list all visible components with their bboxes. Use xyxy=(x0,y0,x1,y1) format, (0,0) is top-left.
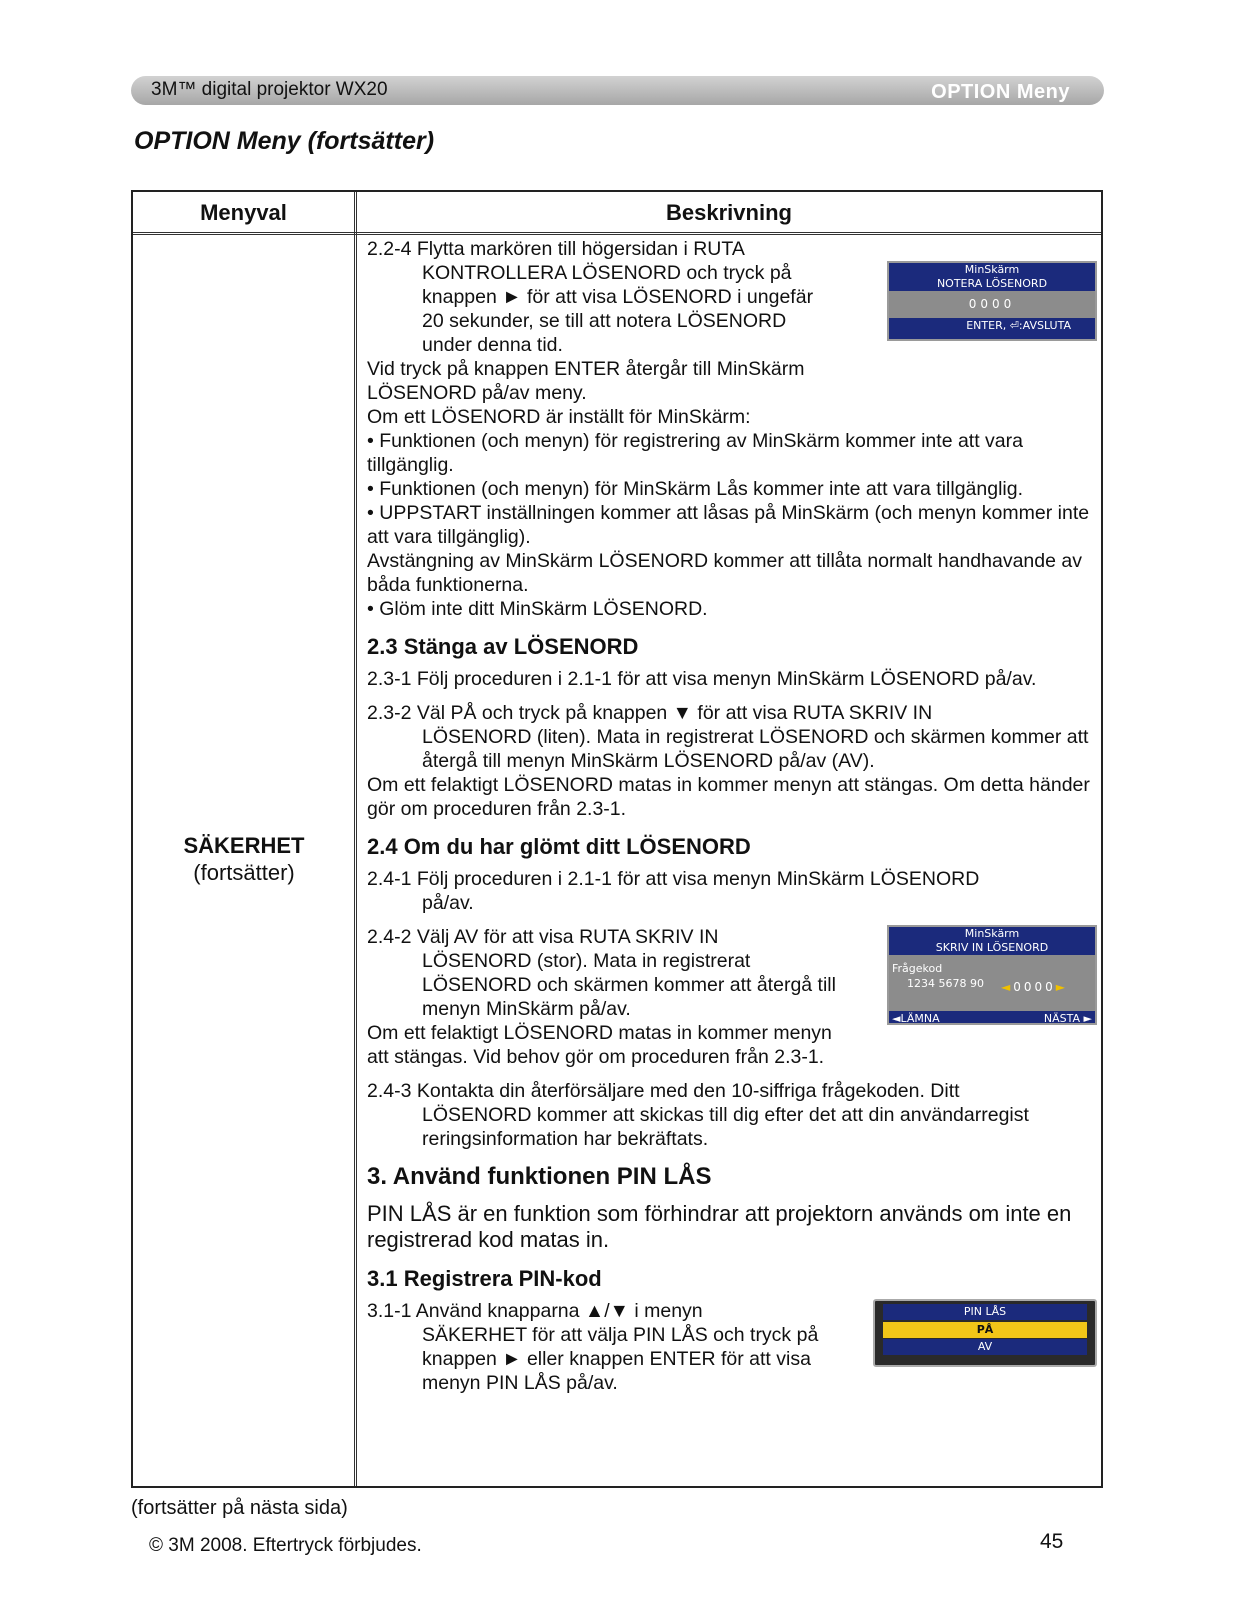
heading-31: 3.1 Registrera PIN-kod xyxy=(367,1266,602,1291)
enter-return-line2: LÖSENORD på/av meny. xyxy=(367,382,587,404)
enter-return-line1: Vid tryck på knappen ENTER återgår till MinSkärm xyxy=(367,358,805,380)
step-224-line2: KONTROLLERA LÖSENORD och tryck på xyxy=(422,262,792,284)
step-243-rest: LÖSENORD kommer att skickas till dig efter det att din användarregist reringsinformation har bekräftats. xyxy=(422,1104,1029,1150)
page-number: 45 xyxy=(1040,1530,1064,1553)
step-243-line1: 2.4-3 Kontakta din återförsäljare med den 10-siffriga frågekoden. Ditt xyxy=(367,1080,960,1102)
menu-item-sub: (fortsätter) xyxy=(193,860,295,885)
osd1-title: MinSkärm xyxy=(964,263,1020,276)
osd3-option-on: PÅ xyxy=(883,1322,1087,1338)
copyright: © 3M 2008. Eftertryck förbjudes. xyxy=(149,1535,422,1556)
heading-24: 2.4 Om du har glömt ditt LÖSENORD xyxy=(367,834,751,859)
step-232-note: Om ett felaktigt LÖSENORD matas in kommer menyn att stängas. Om detta händer gör om proceduren från 2.3-1. xyxy=(367,774,1090,820)
header-bar xyxy=(131,76,1104,105)
section-311 xyxy=(367,1299,1097,1395)
left-arrow-icon: ◄ xyxy=(1001,980,1014,994)
step-232-line1: 2.3-2 Väl PÅ och tryck på knappen ▼ för att visa RUTA SKRIV IN xyxy=(367,702,933,724)
osd1-subtitle: NOTERA LÖSENORD xyxy=(936,277,1048,290)
page-title: OPTION Meny (fortsätter) xyxy=(134,127,435,155)
bullet-lock: • Funktionen (och menyn) för MinSkärm Lås kommer inte att vara tillgänglig. xyxy=(367,478,1024,500)
osd2-key-value: 1234 5678 90 xyxy=(907,977,984,990)
menu-item-name: SÄKERHET xyxy=(183,833,305,858)
step-241-line1: 2.4-1 Följ proceduren i 2.1-1 för att visa menyn MinSkärm LÖSENORD xyxy=(367,868,980,890)
osd-pin-las xyxy=(873,1299,1097,1367)
osd3-title: PIN LÅS xyxy=(883,1304,1087,1320)
header-section: OPTION Meny xyxy=(931,81,1070,103)
osd2-subtitle: SKRIV IN LÖSENORD xyxy=(935,941,1049,954)
osd-skriv-in-losenord xyxy=(887,925,1097,1025)
osd2-back: ◄LÄMNA xyxy=(892,1012,940,1025)
step-232-rest: LÖSENORD (liten). Mata in registrerat LÖSENORD och skärmen kommer att återgå till menyn MinSkärm LÖSENORD på/av (AV). xyxy=(422,726,1089,772)
table-header xyxy=(133,192,1101,235)
osd-notera-losenord xyxy=(887,261,1097,341)
osd2-title: MinSkärm xyxy=(964,927,1020,940)
step-242-line1: 2.4-2 Välj AV för att visa RUTA SKRIV IN xyxy=(367,926,719,948)
heading-23: 2.3 Stänga av LÖSENORD xyxy=(367,634,639,659)
bullet-remember: • Glöm inte ditt MinSkärm LÖSENORD. xyxy=(367,598,708,620)
password-set-intro: Om ett LÖSENORD är inställt för MinSkärm: xyxy=(367,406,751,428)
osd1-code: 0000 xyxy=(889,291,1095,318)
step-224-line4: 20 sekunder, se till att notera LÖSENORD xyxy=(422,310,787,332)
header-product: 3M™ digital projektor WX20 xyxy=(151,79,388,100)
osd2-pin: 0000 xyxy=(1013,980,1056,994)
step-242-rest: LÖSENORD (stor). Mata in registrerat LÖSENORD och skärmen kommer att återgå till menyn MinSkärm på/av. xyxy=(422,950,836,1020)
section-224 xyxy=(367,237,1097,405)
osd2-pin-field xyxy=(1001,975,1068,999)
step-242-note: Om ett felaktigt LÖSENORD matas in kommer menyn att stängas. Vid behov gör om proceduren från 2.3-1. xyxy=(367,1022,832,1068)
pinlock-intro: PIN LÅS är en funktion som förhindrar att projektorn används om inte en registrerad kod matas in. xyxy=(367,1201,1072,1252)
col-header-beskrivning: Beskrivning xyxy=(666,200,792,225)
step-311-rest: SÄKERHET för att välja PIN LÅS och tryck på knappen ► eller knappen ENTER för att visa menyn PIN LÅS på/av. xyxy=(422,1324,819,1394)
step-224-line1: 2.2-4 Flytta markören till högersidan i RUTA xyxy=(367,238,745,260)
continued-note: (fortsätter på nästa sida) xyxy=(131,1497,348,1519)
col-header-menyval: Menyval xyxy=(200,200,287,225)
bullet-registration: • Funktionen (och menyn) för registrering av MinSkärm kommer inte att vara tillgänglig. xyxy=(367,430,1023,476)
step-224-line5: under denna tid. xyxy=(422,334,563,356)
osd1-footer: ENTER, ⏎:AVSLUTA xyxy=(966,319,1071,332)
step-311-line1: 3.1-1 Använd knapparna ▲/▼ i menyn xyxy=(367,1300,703,1322)
section-242 xyxy=(367,925,1097,1069)
right-arrow-icon: ► xyxy=(1055,980,1069,994)
step-224-line3: knappen ► för att visa LÖSENORD i ungefär xyxy=(422,286,814,308)
menu-item-cell xyxy=(133,832,355,886)
menu-table xyxy=(131,190,1103,1488)
heading-3: 3. Använd funktionen PIN LÅS xyxy=(367,1163,712,1190)
osd2-next: NÄSTA ► xyxy=(1043,1012,1092,1025)
disable-note: Avstängning av MinSkärm LÖSENORD kommer att tillåta normalt handhavande av båda funktionerna. xyxy=(367,550,1082,596)
bullet-startup: • UPPSTART inställningen kommer att låsas på MinSkärm (och menyn kommer inte att vara tillgänglig). xyxy=(367,502,1090,548)
osd3-option-off: AV xyxy=(883,1339,1087,1355)
step-231: 2.3-1 Följ proceduren i 2.1-1 för att visa menyn MinSkärm LÖSENORD på/av. xyxy=(367,668,1037,690)
osd2-key-label: Frågekod xyxy=(892,962,943,975)
description-cell xyxy=(367,237,1097,1395)
step-241-line2: på/av. xyxy=(422,892,474,914)
